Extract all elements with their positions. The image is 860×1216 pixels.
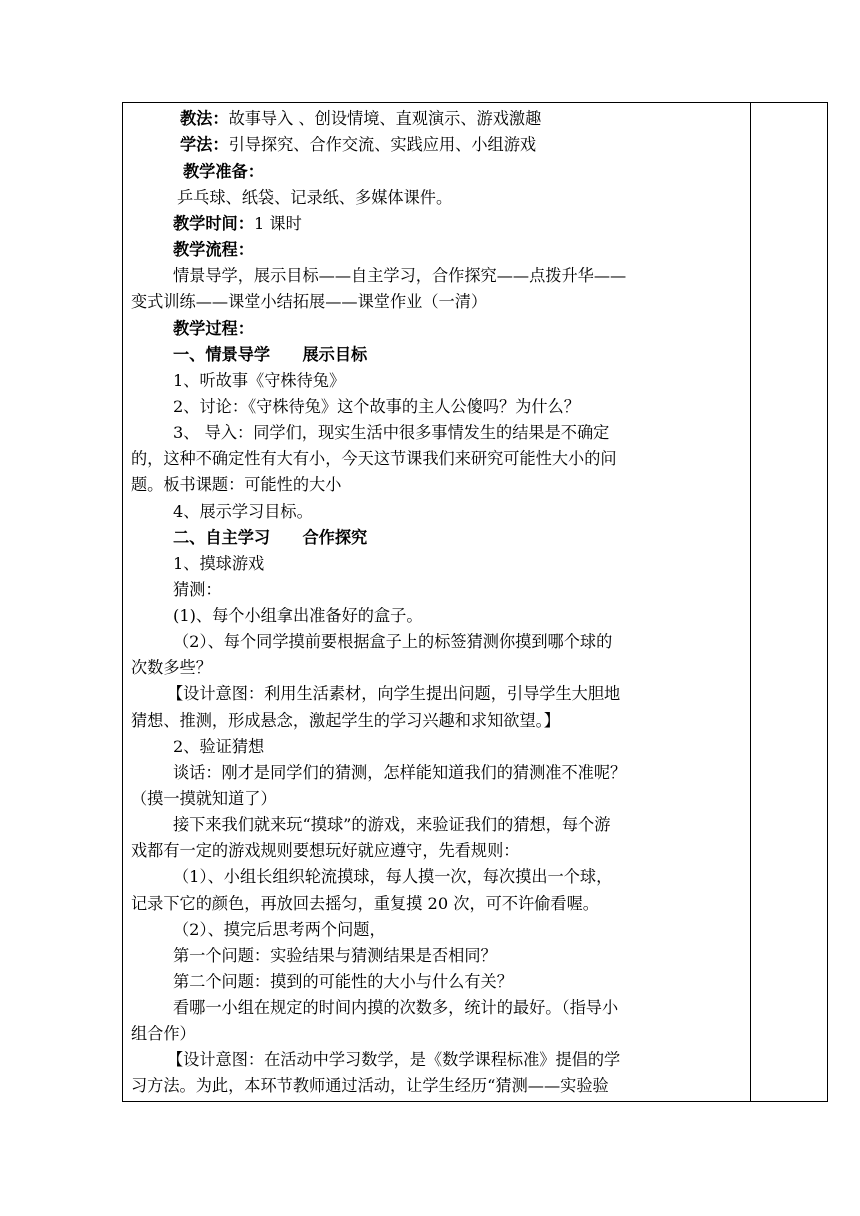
step-1-2: 2、讨论：《守株待兔》这个故事的主人公傻吗？为什么？: [173, 397, 580, 416]
rule-1-line-1: （1）、小组长组织轮流摸球，每人摸一次，每次摸出一个球，: [173, 867, 613, 886]
step-1-4: 4、展示学习目标。: [173, 502, 313, 521]
teaching-method-label: 教法：: [180, 109, 229, 128]
competition-line-1: 看哪一小组在规定的时间内摸的次数多，统计的最好。（指导小: [173, 998, 619, 1017]
rule-2: （2）、摸完后思考两个问题，: [173, 920, 386, 939]
talk-line-2: （摸一摸就知道了）: [131, 789, 277, 808]
learning-method-label: 学法：: [180, 135, 229, 154]
lesson-plan-table: [122, 102, 828, 1102]
step-1-3-line-2: 的，这种不确定性有大有小，今天这节课我们来研究可能性大小的问: [131, 449, 617, 468]
step-1-3-line-3: 题。板书课题：可能性的大小: [131, 475, 342, 494]
talk-line-1: 谈话：刚才是同学们的猜测，怎样能知道我们的猜测准不准呢？: [173, 763, 627, 782]
design-intent-1-line-2: 猜想、推测，形成悬念，激起学生的学习兴趣和求知欲望。】: [131, 711, 560, 730]
flow-text-2: 变式训练——课堂小结拓展——课堂作业（一清）: [131, 292, 488, 311]
guess-2-line-1: （2）、每个同学摸前要根据盒子上的标签猜测你摸到哪个球的: [173, 632, 613, 651]
rule-1-line-2: 记录下它的颜色，再放回去摇匀，重复摸 20 次，可不许偷看喔。: [131, 894, 599, 913]
guess-label: 猜测：: [173, 580, 222, 599]
game-intro-line-1: 接下来我们就来玩“摸球”的游戏，来验证我们的猜想，每个游: [173, 815, 611, 834]
learning-method-text: 引导探究、合作交流、实践应用、小组游戏: [228, 135, 537, 154]
teaching-method-line: [123, 106, 807, 132]
design-intent-2-line-2: 习方法。为此，本环节教师通过活动，让学生经历“猜测——实验验: [131, 1076, 609, 1095]
guess-1: (1)、每个小组拿出准备好的盒子。: [173, 606, 423, 625]
teaching-time-label: 教学时间：: [173, 214, 254, 233]
preparation-heading: 教学准备：: [183, 162, 264, 181]
guess-2-line-2: 次数多些？: [131, 658, 212, 677]
preparation-text: 乒乓球、纸袋、记录纸、多媒体课件。: [177, 188, 453, 207]
learning-method-line: [123, 132, 807, 158]
step-1-3-line-1: 3、 导入：同学们，现实生活中很多事情发生的结果是不确定: [173, 423, 610, 442]
section-2-heading: 二、自主学习 合作探究: [173, 528, 368, 547]
flow-heading: 教学流程：: [173, 240, 254, 259]
game-intro-line-2: 戏都有一定的游戏规则要想玩好就应遵守，先看规则：: [131, 841, 520, 860]
design-intent-1-line-1: 【设计意图：利用生活素材，向学生提出问题，引导学生大胆地: [167, 684, 621, 703]
step-1-1: 1、听故事《守株待兔》: [173, 371, 346, 390]
section-1-heading: 一、情景导学 展示目标: [173, 345, 368, 364]
lesson-content-cell: [123, 103, 750, 1101]
teaching-time-text: 1 课时: [253, 214, 302, 233]
flow-text-1: 情景导学，展示目标——自主学习，合作探究——点拨升华——: [173, 266, 627, 285]
teaching-method-text: 故事导入 、创设情境、直观演示、游戏激趣: [228, 109, 542, 128]
teaching-time-line: [123, 211, 800, 237]
question-1: 第一个问题：实验结果与猜测结果是否相同？: [173, 946, 497, 965]
step-2-1: 1、摸球游戏: [173, 554, 265, 573]
question-2: 第二个问题：摸到的可能性的大小与什么有关？: [173, 972, 513, 991]
process-heading: 教学过程：: [173, 319, 254, 338]
competition-line-2: 组合作）: [131, 1024, 196, 1043]
step-2-2: 2、验证猜想: [173, 737, 265, 756]
design-intent-2-line-1: 【设计意图：在活动中学习数学，是《数学课程标准》提倡的学: [167, 1050, 621, 1069]
